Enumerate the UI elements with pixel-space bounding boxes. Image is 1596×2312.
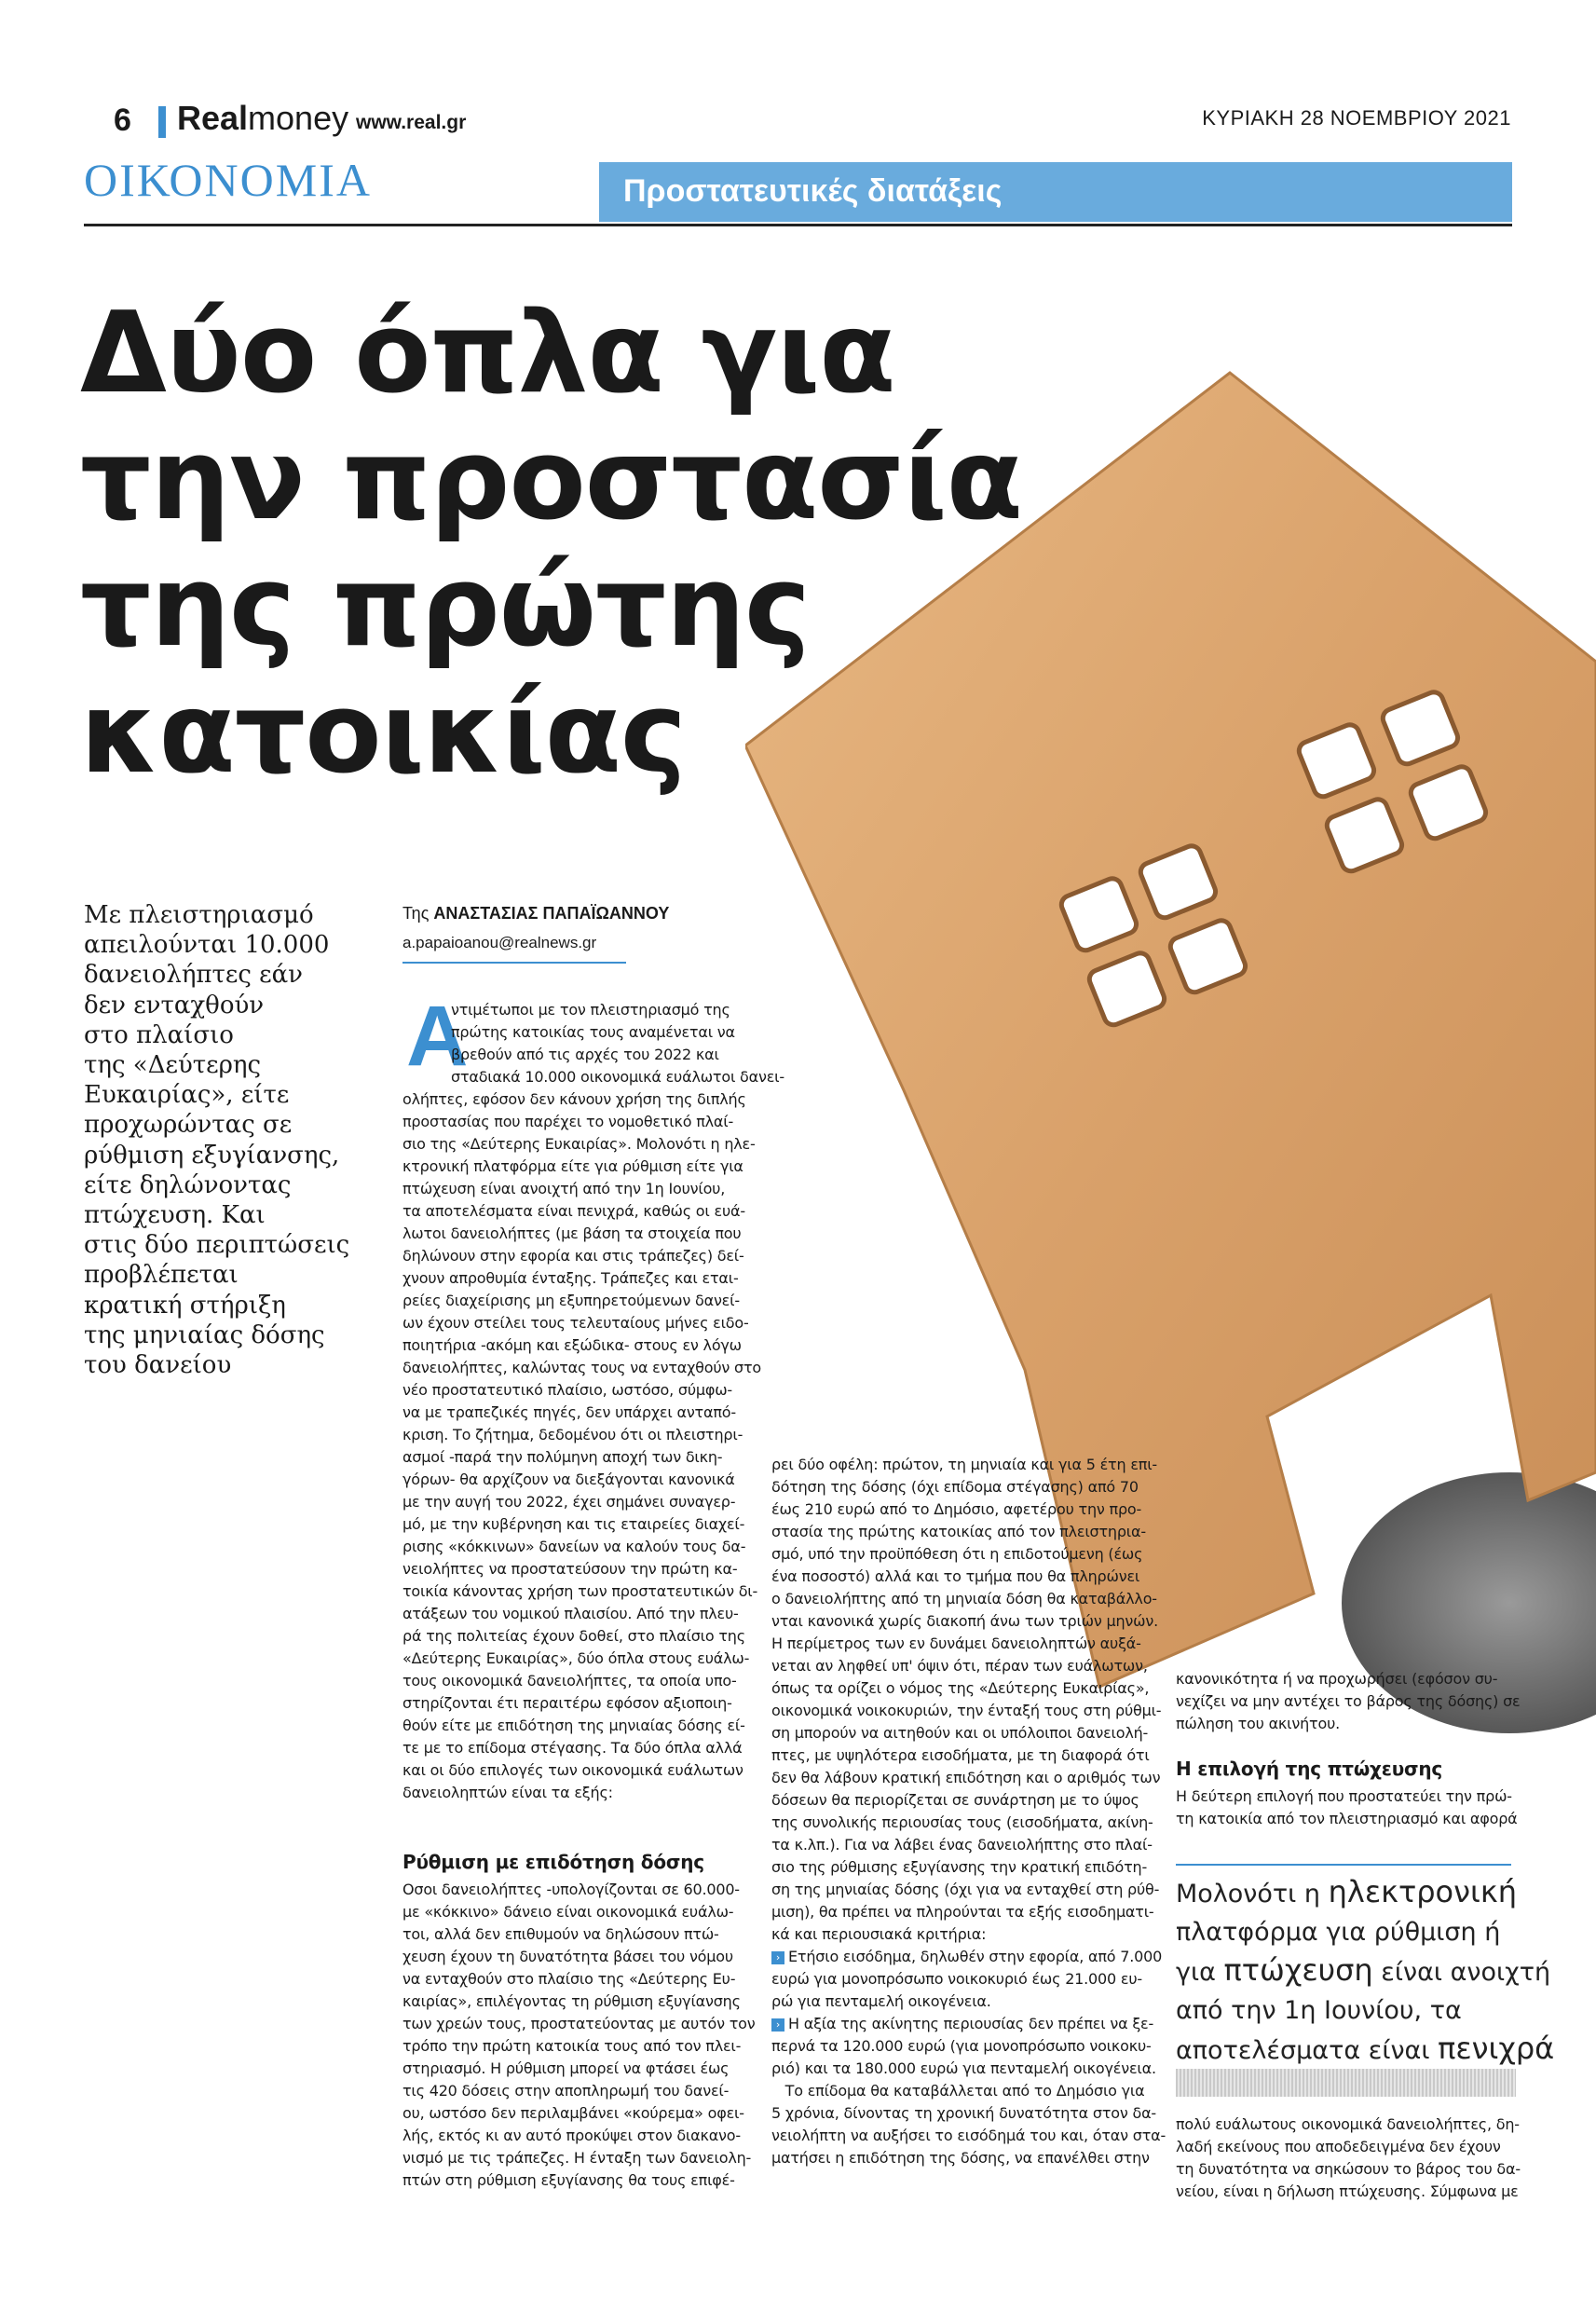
text-line: τρόπο την πρώτη κατοικία τους από τον πλει- [402,2037,742,2055]
topic-label: Προστατευτικές διατάξεις [623,173,1003,209]
text-line: δεν θα λάβουν κρατική επιδότηση και ο αριθμός των [771,1769,1161,1786]
text-line: ου, ωστόσο δεν περιλαμβάνει «κούρεμα» οφει- [402,2104,744,2122]
drop-cap: Α [406,989,469,1084]
text-line: νεχίζει να μην αντέχει το βάρος της δόσης) σε [1176,1692,1521,1710]
headline-line: την προστασία [80,416,1022,545]
header-rule [84,224,1512,226]
text-line: τους οικονομικά δανειολήπτες, τα οποία υπο- [402,1672,737,1690]
summary-line: απειλούνται 10.000 [84,931,330,960]
text-line: νισμό με τις τράπεζες. Η ένταξη των δανειολη- [402,2149,752,2167]
issue-date: ΚΥΡΙΑΚΗ 28 ΝΟΕΜΒΡΙΟΥ 2021 [1202,106,1511,130]
text-line: προστασίας που παρέχει το νομοθετικό πλαί- [402,1113,734,1130]
text-line: τα κ.λπ.). Για να λάβει ένας δανειολήπτης στο πλαί- [771,1836,1153,1854]
text-line: τη κατοικία από τον πλειστηριασμό και αφορά [1176,1810,1518,1827]
text-line: ολήπτες, εφόσον δεν κάνουν χρήση της διπλής [402,1090,746,1108]
text-line: τε με το επίδομα στέγασης. Τα δύο όπλα αλλά [402,1739,743,1757]
bullet-line [771,2013,1166,2035]
text-line: λαδή εκείνους που αποδεδειγμένα δεν έχουν [1176,2138,1501,2155]
text-line: δανειολήπτες, καλώντας τους να ενταχθούν στο [402,1359,762,1376]
summary-line: δανειολήπτες εάν [84,961,303,990]
text-line: νειολήπτη να αυξήσει το εισόδημά του και, όταν στα- [771,2127,1166,2144]
byline [402,904,669,923]
bullet-arrow-icon: › [771,2018,784,2032]
text-line: της συνολικής περιουσίας τους (εισοδήματα, ακίνη- [771,1813,1153,1831]
text-line: πτες, με υψηλότερα εισοδήματα, με τη διαφορά ότι [771,1746,1150,1764]
text-line: ένα ποσοστό) αλλά και το τμήμα που θα πληρώνει [771,1567,1140,1585]
article-col3-bottom [1176,2114,1521,2203]
text-line: ευρώ για μονοπρόσωπο νοικοκυριό έως 21.000 ευ- [771,1970,1142,1988]
summary-line: στις δύο περιπτώσεις [84,1231,350,1260]
brand-logo [177,99,348,138]
text-line: ρείες διαχείρισης μη εξυπηρετούμενων δανεί- [402,1292,740,1309]
subheading-ptoxeusi: Η επιλογή της πτώχευσης [1176,1758,1443,1780]
text-line: τα αποτελέσματα είναι πενιχρά, καθώς οι ευά- [402,1202,745,1220]
text-line: νειολήπτες να προστατεύσουν την πρώτη κα- [402,1560,738,1578]
header-divider [158,106,166,138]
text-line: όπως τα ορίζει ο νόμος της «Δεύτερης Ευκαιρίας», [771,1679,1150,1697]
pullquote-text: είναι ανοιχτή [1372,1958,1551,1987]
pullquote-line [1176,1873,1530,1913]
section-title: ΟΙΚΟΝΟΜΙΑ [84,154,372,206]
text-line: νείου, είναι η δήλωση πτώχευσης. Σύμφωνα με [1176,2182,1519,2200]
summary-line: της «Δεύτερης [84,1051,262,1080]
article-col3-mid [1176,1785,1518,1830]
summary-line: πτώχευση. Και [84,1201,266,1230]
text-line: δηλώνουν στην εφορία και στις τράπεζες) δεί- [402,1247,744,1265]
bullet-arrow-icon: › [771,1951,784,1964]
bullet-text: Ετήσιο εισόδημα, δηλωθέν στην εφορία, από 7.000 [788,1948,1163,1965]
headline-line: της πρώτης [80,542,811,672]
pullquote-text: Μολονότι η [1176,1880,1329,1908]
pullquote-rule [1176,1864,1511,1866]
text-line: πτώχευση είναι ανοιχτή από την 1η Ιουνίου, [402,1180,726,1197]
text-line: σιο της ρύθμισης εξυγίανσης την κρατική επιδότη- [771,1858,1148,1876]
text-line: να ενταχθούν στο πλαίσιο της «Δεύτερης Ευ- [402,1970,736,1988]
brand-bold: Real [177,99,249,137]
site-url: www.real.gr [356,112,467,133]
text-line: δανειοληπτών είναι τα εξής: [402,1784,613,1801]
text-line: νται κανονικά χωρίς διακοπή άνω των τριών μηνών. [771,1612,1158,1630]
text-line: πολύ ευάλωτους οικονομικά δανειολήπτες, δη- [1176,2115,1520,2133]
summary-line: του δανείου [84,1351,232,1380]
headline-line: κατοικίας [80,669,687,799]
text-line: πρώτης κατοικίας τους αναμένεται να [451,1023,735,1041]
text-line: χευση έχουν τη δυνατότητα βάσει του νόμου [402,1948,733,1965]
text-line: Οσοι δανειολήπτες -υπολογίζονται σε 60.000- [402,1881,740,1898]
text-line: ντιμέτωποι με τον πλειστηριασμό της [451,1001,730,1019]
text-line: τις 420 δόσεις στην αποπληρωμή του δανεί- [402,2082,730,2100]
bullet-text: Η αξία της ακίνητης περιουσίας δεν πρέπει να ξε- [788,2015,1154,2032]
text-line: ματήσει η επιδότηση της δόσης, να επανέλθει στην [771,2149,1150,2167]
summary-line: Ευκαιρίας», είτε [84,1081,290,1110]
text-line: δότηση της δόσης (όχι επίδομα στέγασης) από 70 [771,1478,1139,1496]
text-line: κά και περιουσιακά κριτήρια: [771,1925,987,1943]
subheading-rythmisi: Ρύθμιση με επιδότηση δόσης [402,1851,704,1873]
summary-line: δεν ενταχθούν [84,991,265,1019]
text-line: 5 χρόνια, δίνοντας τη χρονική δυνατότητα στον δα- [771,2104,1156,2122]
author-email: a.papaioanou@realnews.gr [402,934,597,951]
text-line: και οι δύο επιλογές των οικονομικά ευάλωτων [402,1761,743,1779]
text-line: «Δεύτερης Ευκαιρίας», δύο όπλα στους ευάλω- [402,1649,750,1667]
summary-line: κρατική στήριξη [84,1291,286,1320]
article-col2 [771,1454,1166,2169]
byline-rule [402,962,626,964]
pullquote [1176,1873,1555,2070]
text-line: στηρίζονται έτι περαιτέρω εφόσον αξιοποιη- [402,1694,732,1712]
text-line: ρει δύο οφέλη: πρώτον, τη μηνιαία και για 5 έτη επι- [771,1456,1157,1473]
text-line: να με τραπεζικές πηγές, δεν υπάρχει ανταπό- [402,1403,736,1421]
text-line: στηριασμό. Η ρύθμιση μπορεί να φτάσει έως [402,2059,730,2077]
article-col1-intro [451,999,784,1088]
text-line: πώληση του ακινήτου. [1176,1715,1341,1732]
text-line: ρισης «κόκκινων» δανείων να καλούν τους δα- [402,1538,746,1555]
pullquote-emphasis: πτώχευση [1223,1952,1373,1988]
article-col1-body [402,1088,761,1804]
summary-line: στο πλαίσιο [84,1020,234,1049]
pullquote-text: αποτελέσματα είναι [1176,2036,1439,2065]
text-line: σιο της «Δεύτερης Ευκαιρίας». Μολονότι η ηλε- [402,1135,756,1153]
text-line: ρώ για πενταμελή οικογένεια. [771,1992,991,2010]
article-col3-top [1176,1668,1520,1735]
pullquote-line: από την 1η Ιουνίου, τα [1176,1996,1462,2025]
article-summary [84,900,363,1380]
text-line: γόρων- θα αρχίζουν να διεξάγονται κανονικά [402,1471,735,1488]
brand-rest: money [248,99,349,137]
text-line: ση της μηνιαίας δόσης (όχι για να ενταχθεί στη ρύθ- [771,1881,1160,1898]
pullquote-line: πλατφόρμα για ρύθμιση ή [1176,1918,1501,1947]
text-line: σταδιακά 10.000 οικονομικά ευάλωτοι δανει- [451,1068,784,1086]
text-line: με την αυγή του 2022, έχει σημάνει συναγερ- [402,1493,736,1511]
text-line: τοι, αλλά δεν επιθυμούν να δηλώσουν πτώ- [402,1925,719,1943]
text-line: καιρίας», επιλέγοντας τη ρύθμιση εξυγίανσης [402,1992,741,2010]
text-line: ριό) και τα 180.000 ευρώ για πενταμελή οικογένεια. [771,2059,1156,2077]
text-line: των χρεών τους, προστατεύοντας με αυτόν τον [402,2015,756,2032]
summary-line: Με πλειστηριασμό [84,901,314,929]
byline-prefix: Της [402,904,430,923]
pullquote-text: για [1176,1958,1224,1987]
text-line: ποιητήρια -ακόμη και εξώδικα- στους εν λόγω [402,1336,742,1354]
text-line: χνουν απροθυμία ένταξης. Τράπεζες και εται- [402,1269,739,1287]
text-line: σμό, υπό την προϋπόθεση ότι η επιδοτούμενη (έως [771,1545,1143,1563]
text-line: Το επίδομα θα καταβάλλεται από το Δημόσιο για [771,2082,1145,2100]
summary-line: είτε δηλώνοντας [84,1170,292,1199]
pullquote-line [1176,2030,1555,2070]
summary-line: προχωρώντας σε [84,1111,293,1140]
summary-line: ρύθμιση εξυγίανσης, [84,1141,340,1170]
summary-line: προβλέπεται [84,1261,239,1290]
text-line: ασμοί -παρά την πολύμηνη αποχή των δικη- [402,1448,723,1466]
headline-line: Δύο όπλα για [80,289,895,418]
text-line: κανονικότητα ή να προχωρήσει (εφόσον συ- [1176,1670,1498,1688]
text-line: έως 210 ευρώ από το Δημόσιο, αφετέρου την προ- [771,1500,1142,1518]
text-line: με «κόκκινο» δάνειο είναι οικονομικά ευάλω- [402,1903,734,1921]
text-line: τοικία κάνοντας χρήση των προστατευτικών δι- [402,1582,758,1600]
summary-line: της μηνιαίας δόσης [84,1320,325,1349]
text-line: περνά τα 120.000 ευρώ (για μονοπρόσωπο νοικοκυ- [771,2037,1152,2055]
text-line: ο δανειολήπτης από τη μηνιαία δόση θα καταβάλλο- [771,1590,1157,1607]
pullquote-emphasis: ηλεκτρονική [1328,1874,1517,1909]
text-line: πτών στη ρύθμιση εξυγίανσης θα τους επιφέ- [402,2171,735,2189]
text-line: κτρονική πλατφόρμα είτε για ρύθμιση είτε για [402,1157,743,1175]
text-line: Η δεύτερη επιλογή που προστατεύει την πρώ- [1176,1787,1512,1805]
text-line: μό, με την κυβέρνηση και τις εταιρείες διαχεί- [402,1515,745,1533]
text-line: νέο προστατευτικό πλαίσιο, ωστόσο, σύμφω- [402,1381,732,1399]
pullquote-line [1176,1951,1551,1991]
text-line: βρεθούν από τις αρχές του 2022 και [451,1046,719,1063]
topic-banner [599,162,1512,222]
text-line: νεται αν ληφθεί υπ' όψιν ότι, πέραν των ευάλωτων, [771,1657,1148,1675]
text-line: μιση), θα πρέπει να πληρούνται τα εξής εισοδηματι- [771,1903,1154,1921]
text-line: δόσεων θα περιορίζεται σε συνάρτηση με το ύψος [771,1791,1139,1809]
text-line: ατάξεων του νομικού πλαισίου. Από την πλευ- [402,1605,739,1622]
article-col1-section [402,1879,756,2192]
text-line: ση μπορούν να αιτηθούν και οι υπόλοιποι δανειολή- [771,1724,1149,1742]
text-line: λωτοι δανειολήπτες (με βάση τα στοιχεία που [402,1224,742,1242]
text-line: τη δυνατότητα να σηκώσουν το βάρος του δα- [1176,2160,1521,2178]
text-line: λής, εκτός κι αν αυτό προκύψει στον διακανο- [402,2127,741,2144]
text-line: ρά της πολιτείας έχουν δοθεί, στο πλαίσιο της [402,1627,745,1645]
text-line: οικονομικά νοικοκυριών, την ένταξή τους στη ρύθμι- [771,1702,1162,1719]
pullquote-emphasis: πενιχρά [1438,2031,1555,2066]
text-line: Η περίμετρος των εν δυνάμει δανειοληπτών αυξά- [771,1635,1141,1652]
page-number: 6 [114,103,131,138]
text-line: στασία της πρώτης κατοικίας από τον πλειστηρια- [771,1523,1146,1540]
pullquote-bar [1176,2069,1516,2097]
bullet-line [771,1946,1166,1968]
text-line: κριση. Το ζήτημα, δεδομένου ότι οι πλειστηρι- [402,1426,743,1443]
text-line: θούν είτε με επιδότηση της μηνιαίας δόσης εί- [402,1717,745,1734]
text-line: ων έχουν στείλει τους τελευταίους μήνες ειδο- [402,1314,749,1332]
byline-author: ΑΝΑΣΤΑΣΙΑΣ ΠΑΠΑΪΩΑΝΝΟΥ [433,904,670,923]
